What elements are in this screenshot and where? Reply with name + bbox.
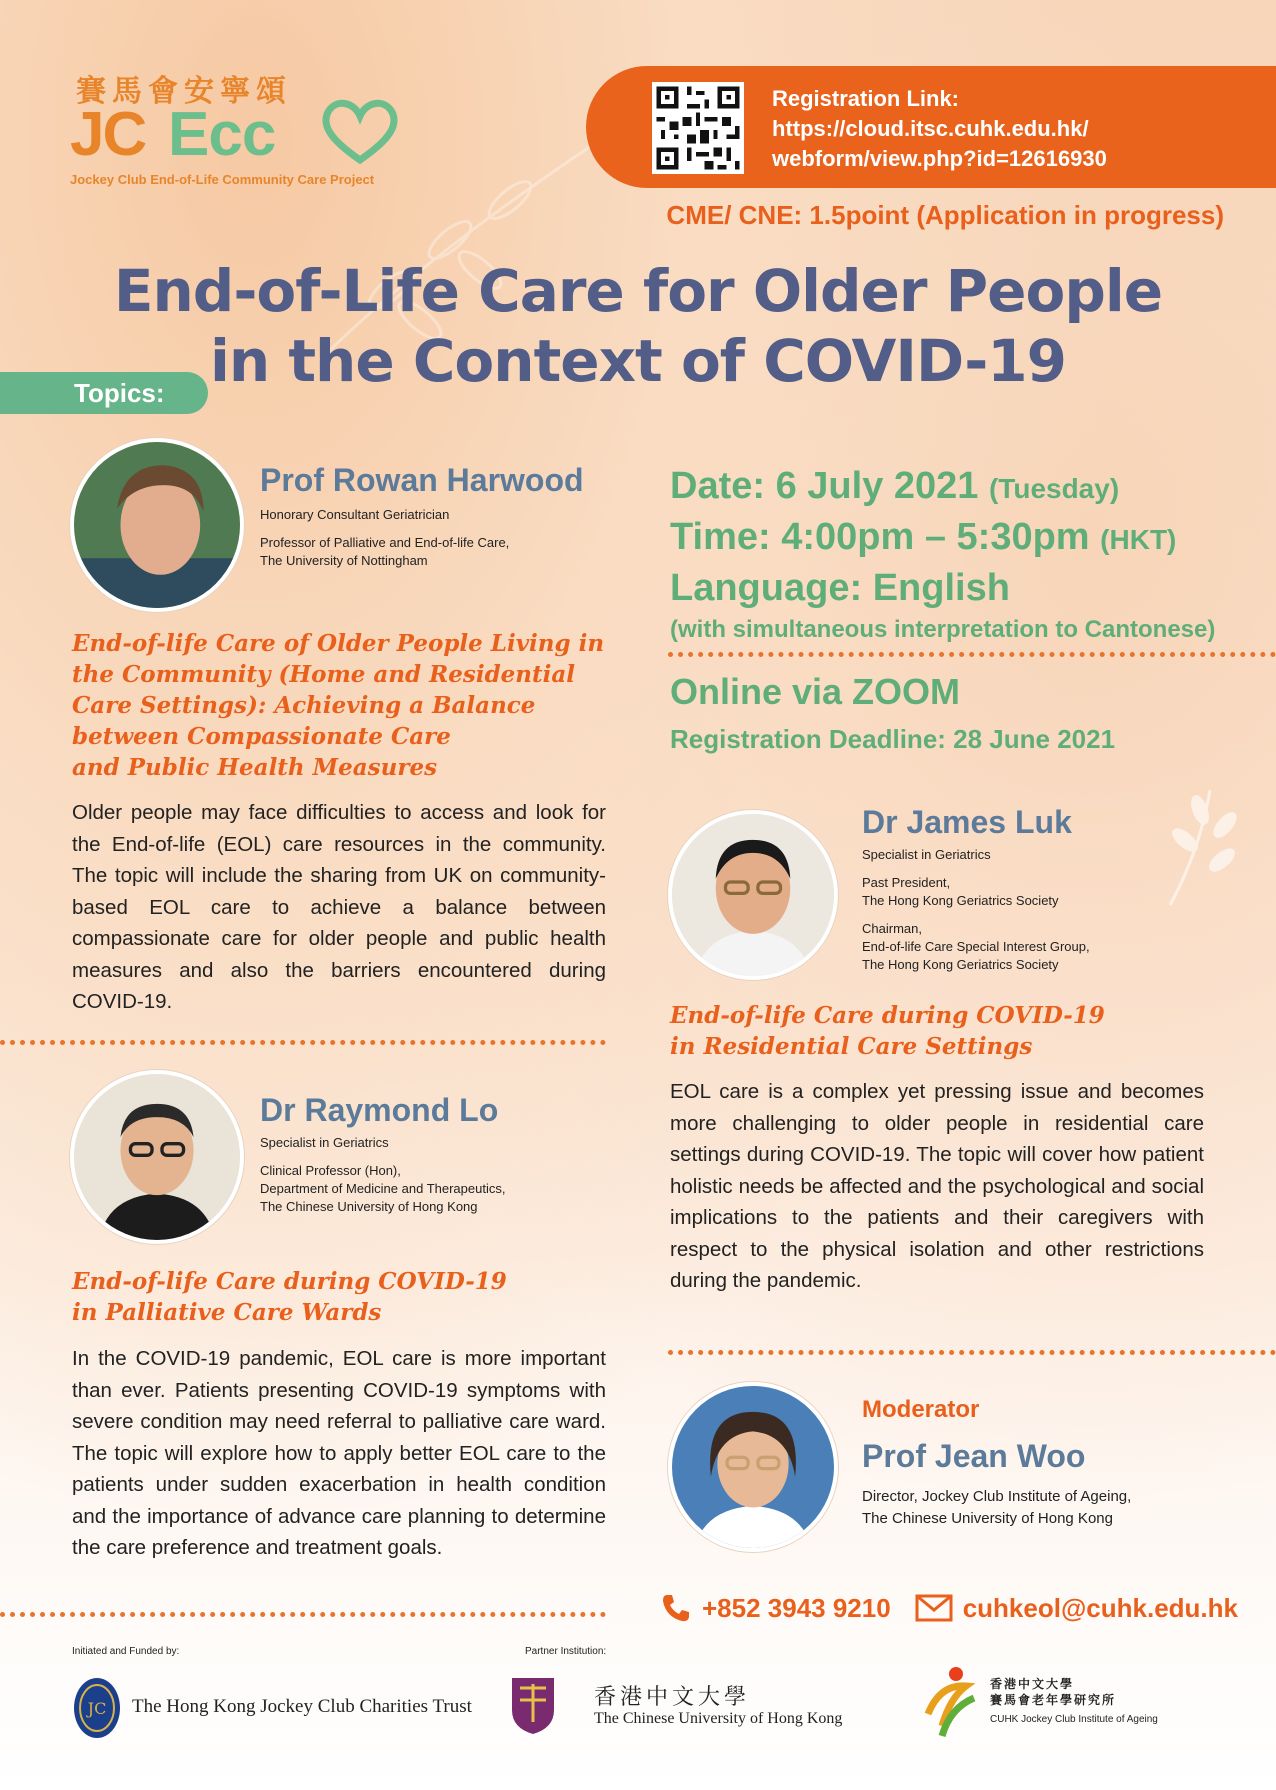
speaker-role: The Chinese University of Hong Kong bbox=[260, 1199, 478, 1214]
date-label: Date: bbox=[670, 465, 766, 507]
email-icon bbox=[915, 1594, 953, 1622]
divider bbox=[0, 1040, 606, 1045]
talk-title-line: in Residential Care Settings bbox=[670, 1033, 1033, 1060]
talk-title-line: in Palliative Care Wards bbox=[72, 1299, 382, 1326]
speaker-role: Professor of Palliative and End-of-life Care, bbox=[260, 535, 510, 550]
svg-text:JC: JC bbox=[87, 1699, 107, 1718]
talk-abstract: In the COVID-19 pandemic, EOL care is more important than ever. Patients presenting COVID-19 symptoms with severe condition may need referral to palliative care ward. The topic will explore how to apply better EOL care to the patients under sudden exacerbation in health condition and the importance of advance care planning to determine the care preference and treatment goals. bbox=[72, 1347, 606, 1559]
speaker-role: Specialist in Geriatrics bbox=[260, 1135, 389, 1150]
funded-label: Initiated and Funded by: bbox=[72, 1646, 180, 1657]
moderator-roles bbox=[862, 1486, 1131, 1530]
registration-info bbox=[772, 84, 1107, 174]
institute-english-name: CUHK Jockey Club Institute of Ageing bbox=[990, 1714, 1158, 1725]
registration-label: Registration Link: bbox=[772, 86, 960, 111]
speaker-role: Clinical Professor (Hon), bbox=[260, 1163, 401, 1178]
phone-number[interactable]: +852 3943 9210 bbox=[702, 1592, 891, 1623]
heart-logo-icon bbox=[318, 96, 402, 166]
speaker-role: Past President, bbox=[862, 875, 951, 890]
institute-cn-line2: 賽馬會老年學研究所 bbox=[990, 1693, 1117, 1707]
divider bbox=[668, 652, 1276, 657]
title-line2: in the Context of COVID-19 bbox=[209, 327, 1067, 395]
email-address[interactable]: cuhkeol@cuhk.edu.hk bbox=[962, 1592, 1239, 1623]
talk-abstract: EOL care is a complex yet pressing issue and becomes more challenging to older people in residential care settings during COVID-19. The topic will cover how patient holistic needs be affected and the psychological and social implications to the patients and their caregivers with respect to the physical isolation and other restrictions during the pandemic. bbox=[670, 1080, 1204, 1292]
jockey-club-logo-icon bbox=[72, 1676, 122, 1740]
contact-row bbox=[660, 1592, 1238, 1624]
talk-title-line: End-of-life Care during COVID-19 bbox=[72, 1268, 507, 1295]
logo-subtitle: Jockey Club End-of-Life Community Care Project bbox=[70, 172, 375, 187]
talk-title-line: the Community (Home and Residential bbox=[72, 661, 576, 688]
divider bbox=[0, 1612, 606, 1617]
talk-title-line: End-of-life Care during COVID-19 bbox=[670, 1002, 1105, 1029]
cuhk-chinese-name: 香港中文大學 bbox=[594, 1685, 751, 1710]
speaker-roles bbox=[260, 1134, 505, 1216]
speaker-role: The Hong Kong Geriatrics Society bbox=[862, 957, 1059, 972]
language-label: Language: bbox=[670, 567, 863, 609]
cuhk-crest-icon bbox=[508, 1674, 558, 1736]
moderator-label: Moderator bbox=[862, 1396, 980, 1423]
time-zone: (HKT) bbox=[1100, 524, 1177, 555]
speaker-role: Honorary Consultant Geriatrician bbox=[260, 507, 450, 522]
registration-deadline: Registration Deadline: 28 June 2021 bbox=[670, 724, 1116, 754]
cuhk-english-name: The Chinese University of Hong Kong bbox=[594, 1710, 843, 1727]
speaker-role: Specialist in Geriatrics bbox=[862, 847, 991, 862]
qr-code-icon[interactable] bbox=[652, 82, 744, 174]
speaker-roles bbox=[260, 506, 509, 570]
divider bbox=[668, 1350, 1276, 1355]
institute-ageing-logo-icon bbox=[920, 1664, 980, 1742]
talk-title-line: End-of-life Care of Older People Living in bbox=[72, 630, 605, 657]
topics-label: Topics: bbox=[0, 372, 208, 414]
speaker-role: Chairman, bbox=[862, 921, 922, 936]
logo-ecc: Ecc bbox=[168, 100, 276, 169]
talk-abstract: Older people may face difficulties to access and look for the End-of-life (EOL) care resources in the community. The topic will include the sharing from UK on community-based EOL care to achieve a balance between compassionate care for older people and public health measures and also the barriers encountered during COVID-19. bbox=[72, 801, 606, 1013]
date-day: (Tuesday) bbox=[988, 473, 1120, 504]
speaker-role: The University of Nottingham bbox=[260, 553, 428, 568]
cme-cne-points: CME/ CNE: 1.5point (Application in progress) bbox=[666, 200, 1224, 230]
title-line1: End-of-Life Care for Older People bbox=[113, 257, 1163, 325]
branch-decoration-icon bbox=[1150, 780, 1260, 910]
logo-jc: JC bbox=[70, 100, 146, 169]
registration-url-line1[interactable]: https://cloud.itsc.cuhk.edu.hk/ bbox=[772, 116, 1089, 141]
talk-title-line: and Public Health Measures bbox=[72, 754, 438, 781]
person-photo-icon bbox=[672, 1386, 834, 1548]
time-value: 4:00pm – 5:30pm bbox=[781, 516, 1090, 558]
avatar-james-luk bbox=[668, 810, 838, 980]
person-photo-icon bbox=[74, 1074, 240, 1240]
institute-chinese-name bbox=[990, 1676, 1116, 1708]
phone-icon bbox=[660, 1592, 692, 1624]
registration-url-line2[interactable]: webform/view.php?id=12616930 bbox=[772, 146, 1107, 171]
talk-title bbox=[670, 1000, 1250, 1062]
speaker-name: Prof Rowan Harwood bbox=[260, 462, 584, 498]
talk-title bbox=[72, 628, 632, 783]
speaker-roles bbox=[862, 846, 1090, 974]
speaker-name: Dr James Luk bbox=[862, 804, 1072, 840]
talk-title bbox=[72, 1266, 632, 1328]
institute-cn-line1: 香港中文大學 bbox=[990, 1677, 1075, 1691]
logo-chinese: 賽馬會安寧頌 bbox=[76, 74, 292, 109]
online-platform: Online via ZOOM bbox=[670, 671, 961, 712]
moderator-name: Prof Jean Woo bbox=[862, 1438, 1086, 1474]
language-row bbox=[670, 564, 1215, 612]
speaker-role: The Hong Kong Geriatrics Society bbox=[862, 893, 1059, 908]
person-photo-icon bbox=[672, 814, 834, 976]
avatar-raymond-lo bbox=[70, 1070, 244, 1244]
talk-title-line: between Compassionate Care bbox=[72, 723, 451, 750]
interpretation-note: (with simultaneous interpretation to Cantonese) bbox=[670, 616, 1216, 643]
date-value: 6 July 2021 bbox=[775, 465, 979, 507]
talk-title-line: Care Settings): Achieving a Balance bbox=[72, 692, 536, 719]
date-row bbox=[670, 462, 1215, 513]
speaker-role: End-of-life Care Special Interest Group, bbox=[862, 939, 1090, 954]
time-label: Time: bbox=[670, 516, 771, 558]
funder-name: The Hong Kong Jockey Club Charities Trust bbox=[132, 1696, 472, 1717]
moderator-role: Director, Jockey Club Institute of Ageing, bbox=[862, 1488, 1132, 1505]
avatar-jean-woo bbox=[668, 1382, 838, 1552]
language-value: English bbox=[872, 567, 1010, 609]
partner-label: Partner Institution: bbox=[525, 1646, 607, 1657]
time-row bbox=[670, 513, 1215, 564]
person-photo-icon bbox=[74, 442, 240, 608]
speaker-role: Department of Medicine and Therapeutics, bbox=[260, 1181, 506, 1196]
avatar-rowan-harwood bbox=[70, 438, 244, 612]
event-info bbox=[670, 462, 1215, 644]
moderator-role: The Chinese University of Hong Kong bbox=[862, 1510, 1113, 1527]
speaker-name: Dr Raymond Lo bbox=[260, 1092, 499, 1128]
